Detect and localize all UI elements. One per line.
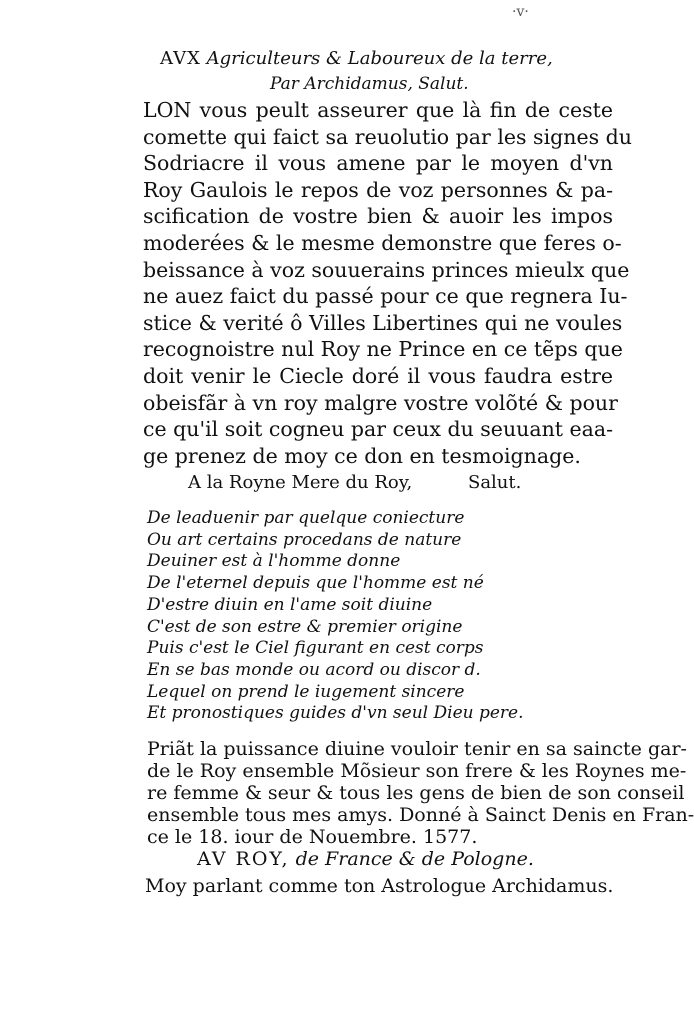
verse-line: De l'eternel depuis que l'homme est né — [147, 573, 484, 594]
verse-line: Lequel on prend le iugement sincere — [147, 681, 465, 702]
text-line: ge prenez de moy ce don en tesmoignage. — [143, 443, 581, 468]
prose-paragraph-1 — [143, 97, 632, 469]
text-line: Priãt la puissance diuine vouloir tenir en sa saincte gar- — [147, 738, 687, 760]
text-line: Sodriacre il vous amene par le moyen d'vn — [143, 151, 613, 176]
text-line: ensemble tous mes amys. Donné à Sainct Denis en Fran- — [147, 804, 694, 826]
text-line: stice & verité ô Villes Libertines qui ne voules — [143, 310, 623, 335]
king-address-caps: AV ROY, — [197, 848, 290, 870]
verse-line: En se bas monde ou acord ou discor d. — [147, 659, 481, 680]
verse-block — [147, 508, 524, 725]
address-heading — [160, 48, 553, 69]
verse-line: C'est de son estre & premier origine — [147, 616, 463, 637]
text-line: ne auez faict du passé pour ce que regnera Iu- — [143, 284, 628, 309]
text-line: doit venir le Ciecle doré il vous faudra estre — [143, 363, 613, 388]
address-heading-italic: Agriculteurs & Laboureux de la terre, — [206, 48, 553, 69]
text-line: comette qui faict sa reuolutio par les signes du — [143, 124, 632, 149]
text-line: LON vous peult asseurer que là fin de ceste — [143, 98, 613, 122]
dedication-salut: Salut. — [467, 472, 522, 493]
text-line: scification de vostre bien & auoir les impos — [143, 204, 613, 229]
verse-line: Puis c'est le Ciel figurant en cest corps — [147, 638, 484, 659]
text-line: moderées & le mesme demonstre que feres o- — [143, 230, 622, 255]
dedication-heading — [188, 472, 521, 493]
closing-line: Moy parlant comme ton Astrologue Archidamus. — [145, 875, 614, 897]
text-line: re femme & seur & tous les gens de bien de son conseil — [147, 782, 685, 804]
text-line: beissance à voz souuerains princes mieulx que — [143, 257, 630, 282]
king-address-heading — [197, 848, 534, 870]
corner-mark: ·v· — [512, 4, 529, 20]
address-heading-caps: AVX — [160, 48, 201, 69]
prose-paragraph-2 — [147, 738, 694, 848]
dedication-text: A la Royne Mere du Roy, — [188, 472, 413, 493]
text-line: recognoistre nul Roy ne Prince en ce tẽps que — [143, 337, 623, 362]
text-line: ce le 18. iour de Nouembre. 1577. — [147, 826, 478, 848]
text-line: de le Roy ensemble Mõsieur son frere & les Roynes me- — [147, 760, 687, 782]
verse-line: Ou art certains procedans de nature — [147, 529, 462, 550]
text-line: Roy Gaulois le repos de voz personnes & pa- — [143, 177, 613, 202]
text-line: obeisfãr à vn roy malgre vostre volõté & pour — [143, 390, 618, 415]
verse-line: Deuiner est à l'homme donne — [147, 551, 401, 572]
verse-line: Et pronostiques guides d'vn seul Dieu pere. — [147, 703, 524, 724]
text-line: ce qu'il soit cogneu par ceux du seuuant eaa- — [143, 417, 614, 442]
address-heading-line2: Par Archidamus, Salut. — [270, 74, 469, 94]
verse-line: D'estre diuin en l'ame soit diuine — [147, 594, 433, 615]
king-address-italic: de France & de Pologne. — [295, 848, 534, 870]
verse-line: De leaduenir par quelque coniecture — [147, 508, 465, 528]
